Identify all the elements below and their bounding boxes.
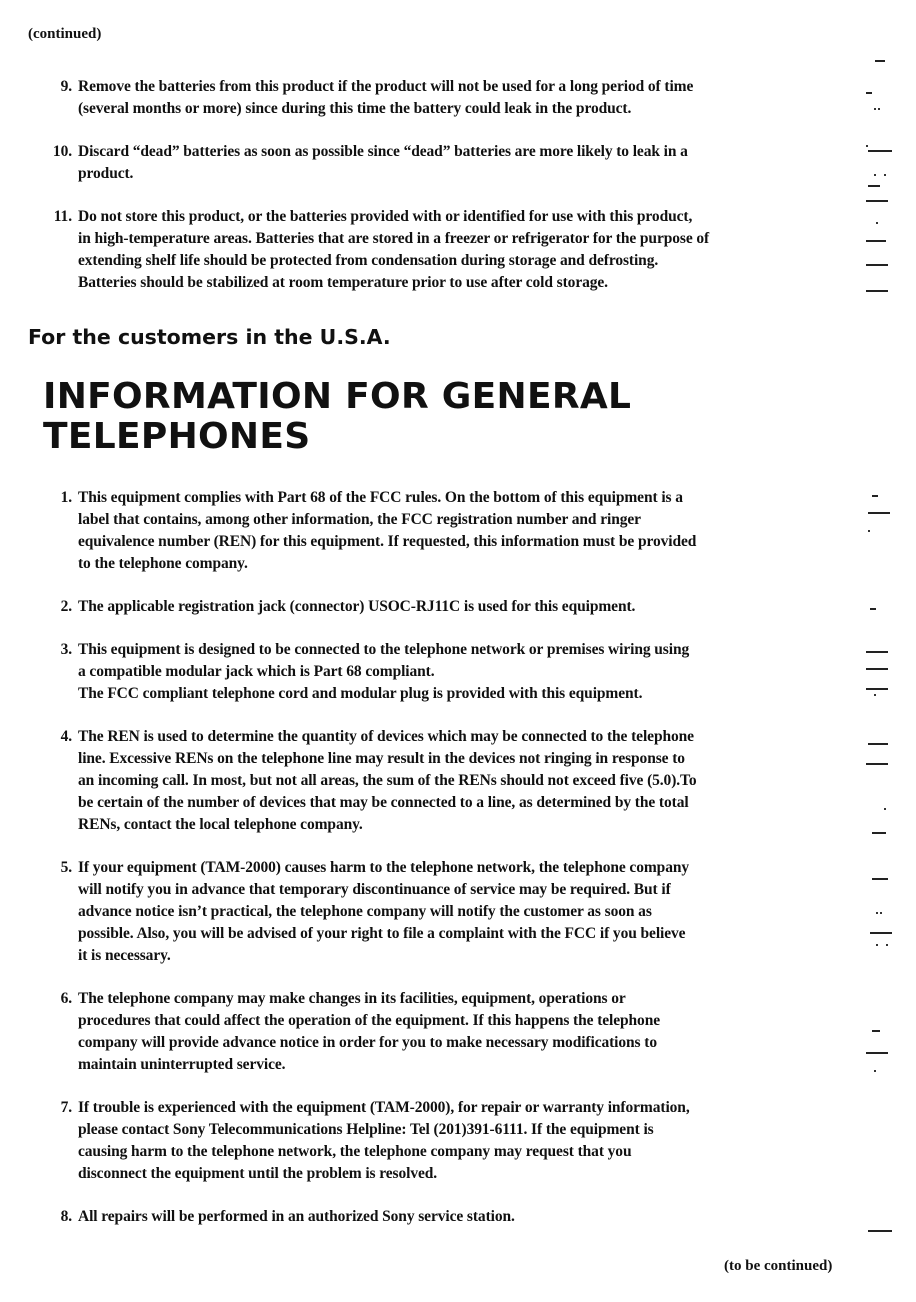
to-be-continued-label: (to be continued) bbox=[724, 1258, 833, 1274]
item-text-line: causing harm to the telephone network, the telephone company may request that you bbox=[78, 1143, 632, 1160]
item-text bbox=[78, 596, 848, 618]
margin-dot bbox=[884, 808, 886, 810]
margin-mark bbox=[868, 185, 880, 187]
margin-mark bbox=[866, 290, 888, 292]
item-text-line: If trouble is experienced with the equipment (TAM-2000), for repair or warranty information, bbox=[78, 1099, 690, 1116]
margin-dot bbox=[880, 912, 882, 914]
margin-mark bbox=[866, 200, 888, 202]
item-text bbox=[78, 206, 848, 294]
item-text bbox=[78, 76, 848, 120]
list-item bbox=[60, 988, 848, 1076]
fcc-information-list bbox=[60, 487, 848, 1228]
item-text-line: maintain uninterrupted service. bbox=[78, 1056, 286, 1073]
list-item bbox=[60, 596, 848, 618]
item-text bbox=[78, 857, 848, 967]
margin-mark bbox=[866, 240, 886, 242]
battery-precautions-list bbox=[52, 76, 848, 294]
margin-dot bbox=[874, 108, 876, 110]
item-number: 9. bbox=[60, 78, 72, 95]
item-text-line: Remove the batteries from this product if the product will not be used for a long period of time bbox=[78, 78, 694, 95]
margin-mark bbox=[870, 932, 892, 934]
margin-dot bbox=[868, 530, 870, 532]
item-text bbox=[78, 726, 848, 836]
item-text-line: disconnect the equipment until the problem is resolved. bbox=[78, 1165, 438, 1182]
item-text-line: will notify you in advance that temporary discontinuance of service may be required. But if bbox=[78, 881, 671, 898]
item-text-line: to the telephone company. bbox=[78, 555, 248, 572]
item-text bbox=[78, 988, 848, 1076]
item-text bbox=[78, 1097, 848, 1185]
section-subheading: For the customers in the U.S.A. bbox=[28, 325, 391, 349]
item-text-line: an incoming call. In most, but not all areas, the sum of the RENs should not exceed five (5.0).To bbox=[78, 772, 697, 789]
item-text-line: This equipment complies with Part 68 of the FCC rules. On the bottom of this equipment is a bbox=[78, 489, 683, 506]
item-number: 6. bbox=[60, 990, 72, 1007]
item-text-line: If your equipment (TAM-2000) causes harm to the telephone network, the telephone company bbox=[78, 859, 690, 876]
item-text-line: possible. Also, you will be advised of your right to file a complaint with the FCC if you believe bbox=[78, 925, 686, 942]
margin-mark bbox=[872, 495, 878, 497]
margin-mark bbox=[868, 743, 888, 745]
list-item bbox=[53, 206, 848, 294]
item-text bbox=[78, 1206, 848, 1228]
item-text-line: All repairs will be performed in an authorized Sony service station. bbox=[78, 1208, 515, 1225]
list-item bbox=[60, 857, 848, 967]
margin-mark bbox=[866, 264, 888, 266]
margin-dot bbox=[886, 944, 888, 946]
item-text-line: Batteries should be stabilized at room temperature prior to use after cold storage. bbox=[78, 274, 608, 291]
item-text-line: RENs, contact the local telephone company. bbox=[78, 816, 363, 833]
margin-mark bbox=[866, 92, 872, 94]
margin-dot bbox=[866, 145, 868, 147]
item-text bbox=[78, 639, 848, 705]
margin-dot bbox=[874, 694, 876, 696]
item-number: 8. bbox=[60, 1208, 72, 1225]
margin-dot bbox=[876, 222, 878, 224]
item-text-line: in high-temperature areas. Batteries that are stored in a freezer or refrigerator for the purpose of bbox=[78, 230, 710, 247]
margin-mark bbox=[868, 150, 892, 152]
item-text-line: be certain of the number of devices that may be connected to a line, as determined by the total bbox=[78, 794, 689, 811]
margin-dot bbox=[874, 1070, 876, 1072]
item-text-line: company will provide advance notice in order for you to make necessary modifications to bbox=[78, 1034, 657, 1051]
item-text-line: The FCC compliant telephone cord and modular plug is provided with this equipment. bbox=[78, 685, 643, 702]
margin-dot bbox=[878, 108, 880, 110]
item-text-line: extending shelf life should be protected from condensation during storage and defrosting. bbox=[78, 252, 659, 269]
list-item bbox=[60, 76, 848, 120]
list-item bbox=[60, 1206, 848, 1228]
title-line: TELEPHONES bbox=[43, 416, 311, 457]
item-number: 11. bbox=[53, 208, 72, 225]
margin-mark bbox=[875, 60, 885, 62]
item-number: 2. bbox=[60, 598, 72, 615]
list-item bbox=[60, 726, 848, 836]
item-text-line: Do not store this product, or the batteries provided with or identified for use with this product, bbox=[78, 208, 693, 225]
margin-mark bbox=[866, 688, 888, 690]
item-number: 7. bbox=[60, 1099, 72, 1116]
margin-dot bbox=[874, 174, 876, 176]
margin-dot bbox=[876, 944, 878, 946]
item-text-line: The REN is used to determine the quantity of devices which may be connected to the telephone bbox=[78, 728, 694, 745]
continued-label: (continued) bbox=[28, 26, 102, 42]
item-text-line: The applicable registration jack (connector) USOC-RJ11C is used for this equipment. bbox=[78, 598, 636, 615]
margin-mark bbox=[870, 608, 876, 610]
margin-mark bbox=[868, 512, 890, 514]
item-text-line: procedures that could affect the operation of the equipment. If this happens the telephone bbox=[78, 1012, 661, 1029]
margin-dot bbox=[876, 912, 878, 914]
item-text-line: it is necessary. bbox=[78, 947, 171, 964]
item-text-line: The telephone company may make changes in its facilities, equipment, operations or bbox=[78, 990, 626, 1007]
item-text-line: advance notice isn’t practical, the telephone company will notify the customer as soon as bbox=[78, 903, 652, 920]
item-text bbox=[78, 141, 848, 185]
margin-dot bbox=[884, 174, 886, 176]
item-number: 10. bbox=[52, 143, 72, 160]
item-text bbox=[78, 487, 848, 575]
margin-mark bbox=[866, 1052, 888, 1054]
item-number: 3. bbox=[60, 641, 72, 658]
list-item bbox=[60, 639, 848, 705]
page-title bbox=[43, 377, 631, 457]
item-text-line: label that contains, among other information, the FCC registration number and ringer bbox=[78, 511, 641, 528]
margin-mark bbox=[872, 1030, 880, 1032]
item-text-line: product. bbox=[78, 165, 134, 182]
margin-mark bbox=[872, 832, 886, 834]
item-number: 4. bbox=[60, 728, 72, 745]
margin-mark bbox=[868, 1230, 892, 1232]
list-item bbox=[60, 1097, 848, 1185]
item-text-line: line. Excessive RENs on the telephone line may result in the devices not ringing in response to bbox=[78, 750, 685, 767]
margin-mark bbox=[866, 763, 888, 765]
list-item bbox=[52, 141, 848, 185]
title-line: INFORMATION FOR GENERAL bbox=[43, 376, 632, 417]
item-text-line: equivalence number (REN) for this equipment. If requested, this information must be provided bbox=[78, 533, 697, 550]
item-number: 1. bbox=[60, 489, 72, 506]
item-text-line: This equipment is designed to be connected to the telephone network or premises wiring using bbox=[78, 641, 690, 658]
margin-mark bbox=[866, 651, 888, 653]
item-text-line: (several months or more) since during this time the battery could leak in the product. bbox=[78, 100, 632, 117]
list-item bbox=[60, 487, 848, 575]
item-text-line: Discard “dead” batteries as soon as possible since “dead” batteries are more likely to leak in a bbox=[78, 143, 688, 160]
margin-mark bbox=[872, 878, 888, 880]
item-text-line: please contact Sony Telecommunications Helpline: Tel (201)391-6111. If the equipment is bbox=[78, 1121, 654, 1138]
item-text-line: a compatible modular jack which is Part 68 compliant. bbox=[78, 663, 435, 680]
item-number: 5. bbox=[60, 859, 72, 876]
margin-mark bbox=[866, 668, 888, 670]
